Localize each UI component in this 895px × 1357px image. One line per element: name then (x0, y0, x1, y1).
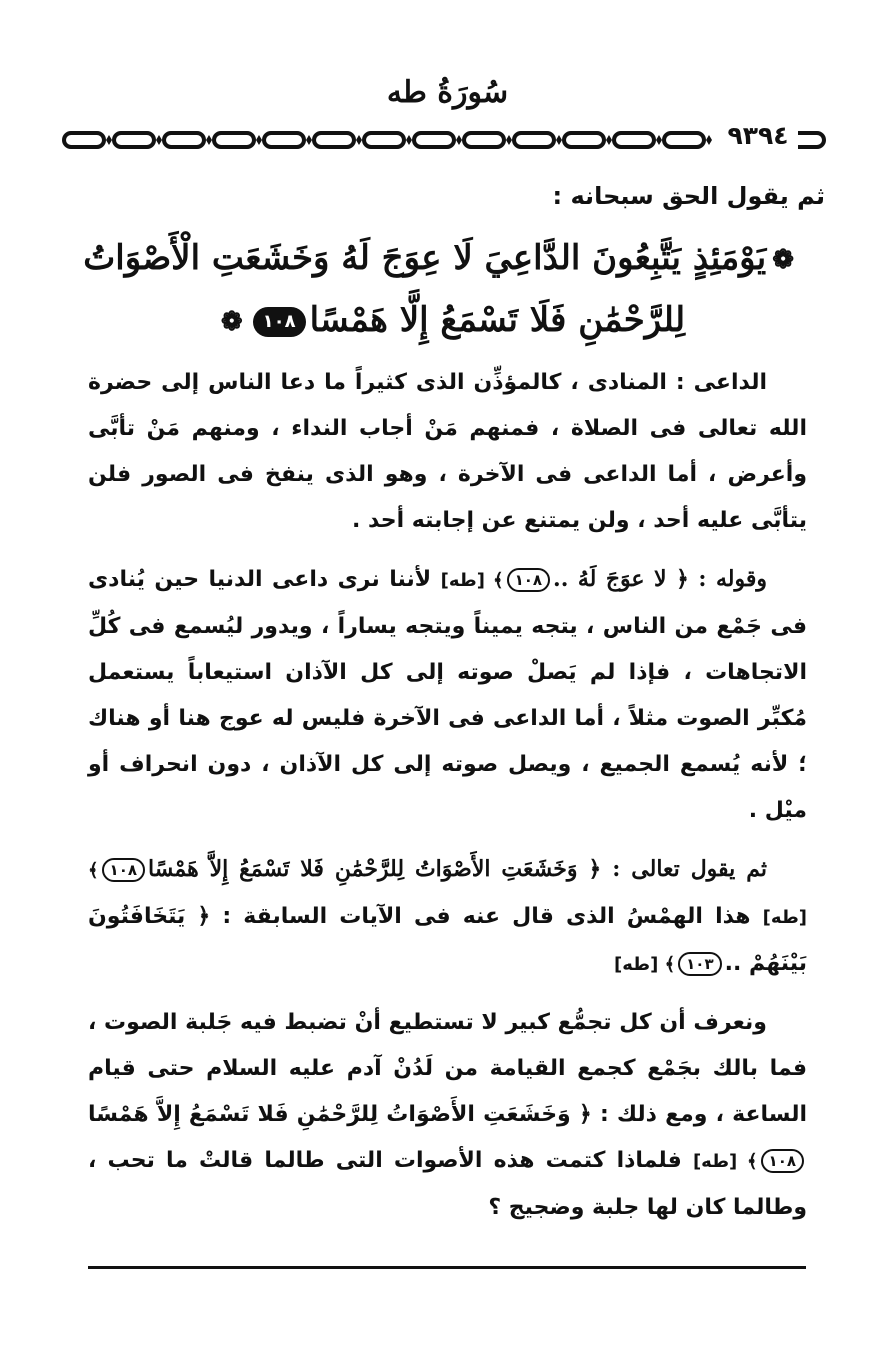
paragraph (88, 846, 807, 988)
verse-ornament-icon: ❁ (220, 307, 243, 337)
surah-reference: ﴾ [طه] (88, 860, 807, 928)
ayah-ref-number: ١٠٣ (678, 952, 721, 976)
ayah-number-badge: ١٠٨ (253, 307, 306, 337)
quran-verse-block (83, 228, 800, 352)
paragraph-text: فلماذا كتمت هذه الأصوات التى طالما قالتْ ما تحب ، وطالما كان لها جلبة وضجيج ؟ (88, 1148, 807, 1220)
footer-divider (88, 1266, 806, 1269)
paragraph-text: ونعرف أن كل تجمُّع كبير لا تستطيع أنْ تضبط فيه جَلبة الصوت ، فما بالك بجَمْع كجمع القيامة من لَدُنْ آدم عليه السلام حتى قيام الساعة ، ومع ذلك : ﴿ وَخَشَعَتِ الأَصْوَاتُ لِلرَّحْمَٰنِ فَلا تَسْمَعُ إِلاَّ هَمْسًا (88, 1010, 807, 1127)
chain-border-icon (62, 126, 827, 154)
quote-text: ثم يقول تعالى : ﴿ وَخَشَعَتِ الأَصْوَاتُ لِلرَّحْمَٰنِ فَلا تَسْمَعُ إِلاَّ هَمْسًا (148, 856, 767, 882)
paragraph (88, 556, 807, 834)
ornamental-border (62, 126, 827, 154)
verse-text-2: لِلرَّحْمَٰنِ فَلَا تَسْمَعُ إِلَّا هَمْسًا (309, 300, 686, 340)
surah-reference: ﴾ [طه] (692, 1151, 758, 1172)
ayah-ref-number: ١٠٨ (507, 568, 550, 592)
verse-ornament-icon: ❁ (772, 245, 794, 275)
paragraph (88, 360, 807, 544)
paragraph-text: هذا الهمْسُ الذى قال عنه فى الآيات السابقة : ﴿ يَتَخَافَتُونَ بَيْنَهُمْ .. (88, 904, 807, 976)
surah-reference: ﴾ [طه] (440, 570, 504, 591)
paragraph-text: الداعى : المنادى ، كالمؤذِّن الذى كثيراً ما دعا الناس إلى حضرة الله تعالى فى الصلاة ، فمنهم مَنْ أجاب النداء ، ومنهم مَنْ تأبَّى وأعرض ، أما الداعى فى الآخرة ، وهو الذى ينفخ فى الصور فلن يتأبَّى عليه أحد ، ولن يمتنع عن إجابته أحد . (88, 370, 807, 533)
verse-text-1: يَوْمَئِذٍ يَتَّبِعُونَ الدَّاعِيَ لَا عِوَجَ لَهُ وَخَشَعَتِ الْأَصْوَاتُ (83, 238, 767, 278)
page-number: ٩٣٩٤ (718, 120, 798, 152)
verse-line-1 (83, 228, 800, 290)
surah-reference: ﴾ [طه] (614, 954, 676, 975)
quote-text: وقوله : ﴿ لا عوَجَ لَهُ .. (553, 566, 768, 592)
surah-title: سُورَةُ طه (386, 75, 509, 110)
intro-line: ثم يقول الحق سبحانه : (552, 182, 825, 210)
ayah-ref-number: ١٠٨ (102, 858, 145, 882)
ayah-ref-number: ١٠٨ (761, 1149, 804, 1173)
verse-line-2 (100, 290, 800, 352)
commentary-body (88, 360, 807, 1243)
paragraph-text: لأننا نرى داعى الدنيا حين يُنادى فى جَمْع من الناس ، يتجه يميناً ويتجه يساراً ، ويدور ليُسمع فى كُلِّ الاتجاهات ، فإذا لم يَصلْ صوته إلى كل الآذان استيعاباً يستعمل مُكبِّر الصوت مثلاً ، أما الداعى فى الآخرة فليس له عوج هنا أو هناك ؛ لأنه يُسمع الجميع ، ويصل صوته إلى كل الآذان ، دون انحراف أو ميْل . (88, 567, 807, 823)
paragraph (88, 1000, 807, 1231)
